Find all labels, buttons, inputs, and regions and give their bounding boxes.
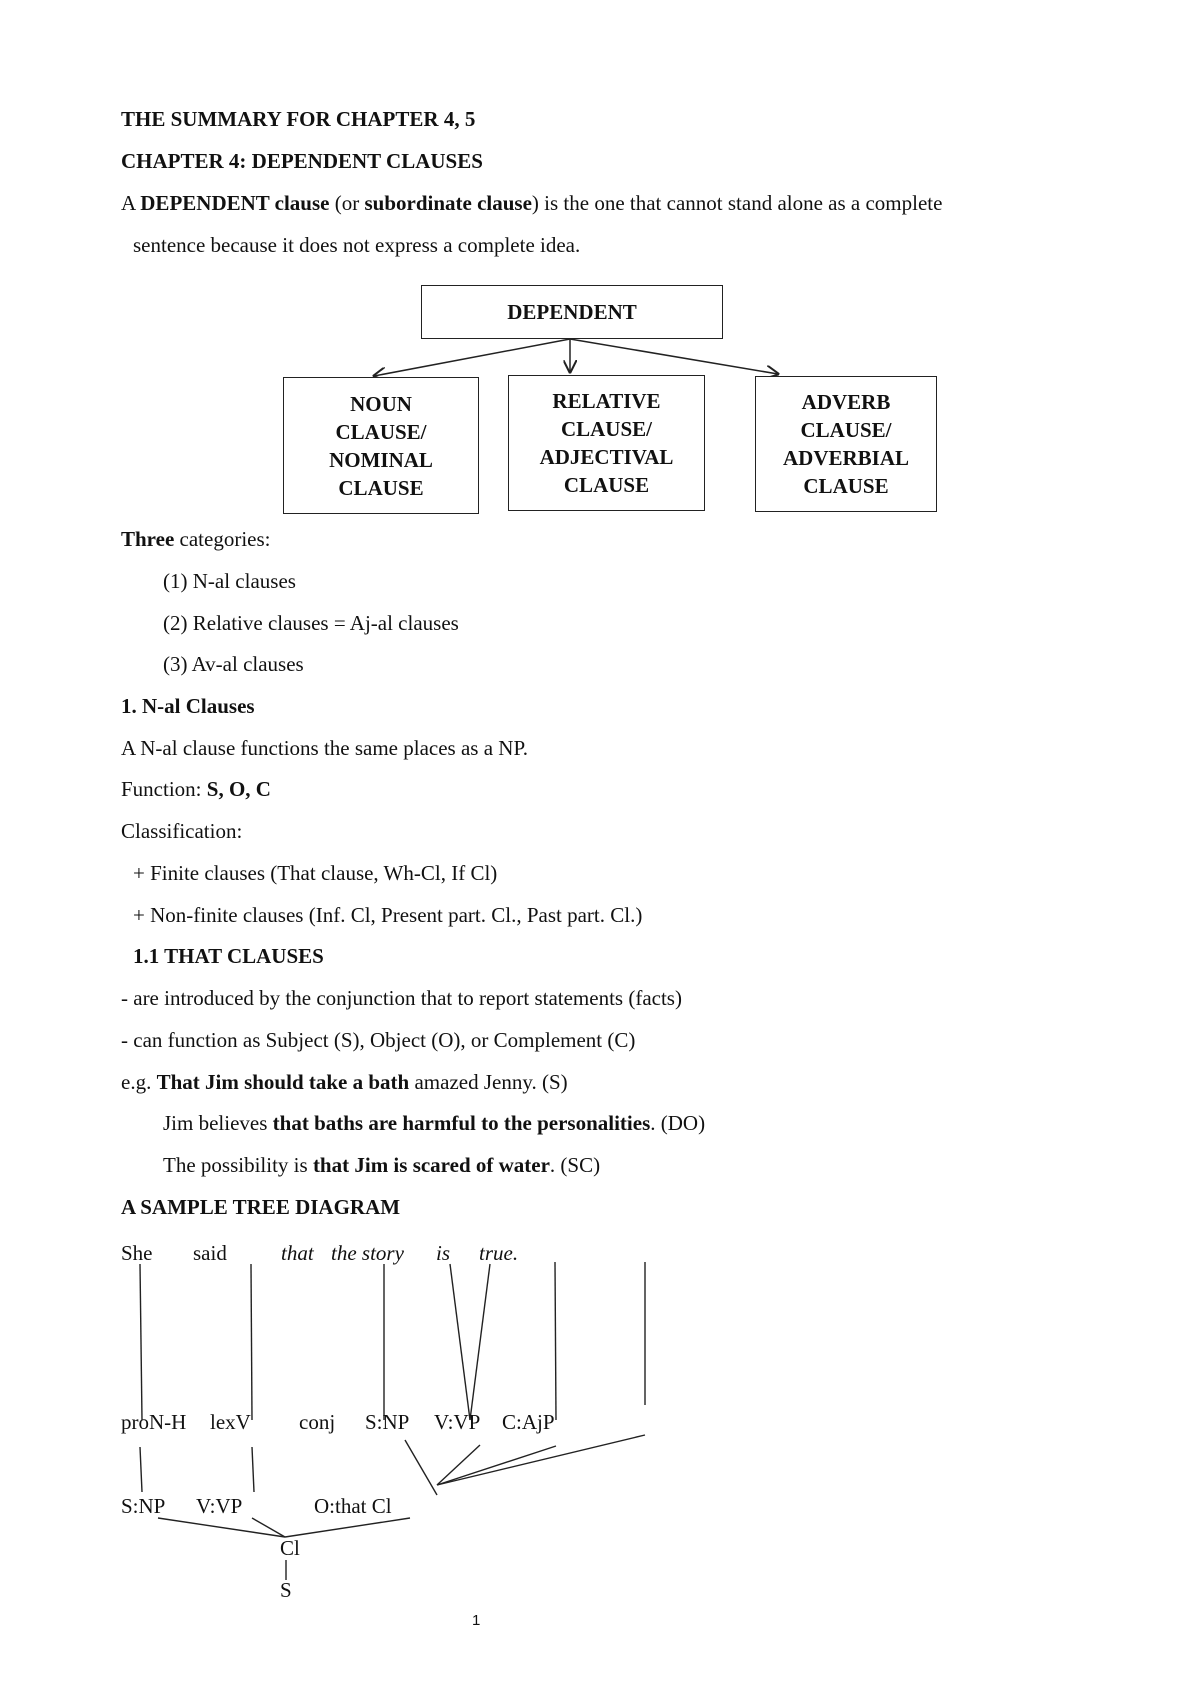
- tree-line: [405, 1440, 437, 1495]
- tree-word-said: said: [193, 1241, 227, 1265]
- example-text: Jim believes: [163, 1111, 273, 1135]
- tree-node-s: S: [280, 1578, 292, 1602]
- def-term-subordinate: subordinate clause: [364, 191, 532, 215]
- tree-word-is: is: [436, 1241, 451, 1265]
- category-item: (2) Relative clauses = Aj-al clauses: [163, 611, 459, 635]
- tree-line: [437, 1435, 645, 1485]
- example-bold: That Jim should take a bath: [156, 1070, 410, 1094]
- tree-word-she: She: [121, 1241, 153, 1265]
- tree-node-cl: Cl: [280, 1536, 300, 1560]
- tree-node-s-np-2: S:NP: [121, 1494, 166, 1518]
- tree-node-v-vp: V:VP: [434, 1410, 481, 1434]
- tree-line: [437, 1445, 480, 1485]
- tree-line: [450, 1264, 470, 1420]
- categories-intro-bold: Three: [121, 527, 175, 551]
- that-clauses-heading: 1.1 THAT CLAUSES: [133, 944, 324, 968]
- nal-heading: 1. N-al Clauses: [121, 694, 255, 718]
- nal-nonfinite: + Non-finite clauses (Inf. Cl, Present part. Cl., Past part. Cl.): [133, 903, 643, 927]
- tree-line: [470, 1264, 490, 1420]
- chapter-heading: CHAPTER 4: DEPENDENT CLAUSES: [121, 149, 483, 173]
- tree-line: [140, 1447, 142, 1492]
- tree-node-c-ajp: C:AjP: [502, 1410, 555, 1434]
- document-title: THE SUMMARY FOR CHAPTER 4, 5: [121, 107, 476, 131]
- example-bold: that baths are harmful to the personalities: [272, 1111, 651, 1135]
- example-text: The possibility is: [163, 1153, 313, 1177]
- example-text: . (SC): [549, 1153, 601, 1177]
- tree-word-that: that: [281, 1241, 314, 1265]
- tree-node-conj: conj: [299, 1410, 336, 1434]
- page-number: 1: [472, 1612, 481, 1629]
- tree-node-s-np: S:NP: [365, 1410, 410, 1434]
- example-text: amazed Jenny. (S): [409, 1070, 568, 1094]
- example-text: e.g.: [121, 1070, 157, 1094]
- tree-node-pron-h: proN-H: [121, 1410, 187, 1434]
- box-adverb-clause-label: ADVERB CLAUSE/ ADVERBIAL CLAUSE: [782, 390, 910, 498]
- def-text: ) is the one that cannot stand alone as a complete: [531, 191, 943, 215]
- example-bold: that Jim is scared of water: [312, 1153, 550, 1177]
- tree-line: [285, 1518, 410, 1537]
- tree-node-o-that-cl: O:that Cl: [314, 1494, 392, 1518]
- nal-finite: + Finite clauses (That clause, Wh-Cl, If Cl): [133, 861, 498, 885]
- tree-word-the-story: the story: [331, 1241, 404, 1265]
- tree-line: [251, 1264, 252, 1420]
- categories-intro-rest: categories:: [174, 527, 271, 551]
- tree-line: [437, 1446, 556, 1485]
- example-text: . (DO): [650, 1111, 706, 1135]
- definition-line-2: sentence because it does not express a complete idea.: [133, 233, 581, 257]
- def-text: A: [121, 191, 141, 215]
- box-relative-clause-label: RELATIVE CLAUSE/ ADJECTIVAL CLAUSE: [539, 389, 674, 497]
- tree-line: [158, 1518, 285, 1537]
- nal-function-value: S, O, C: [206, 777, 271, 801]
- that-bullet-1: - are introduced by the conjunction that to report statements (facts): [121, 986, 682, 1010]
- tree-node-lexv: lexV: [210, 1410, 251, 1434]
- tree-line: [140, 1264, 142, 1420]
- category-item: (3) Av-al clauses: [163, 652, 304, 676]
- box-dependent-label: DEPENDENT: [507, 300, 637, 324]
- box-noun-clause-label: NOUN CLAUSE/ NOMINAL CLAUSE: [329, 391, 433, 500]
- category-item: (1) N-al clauses: [163, 569, 296, 593]
- tree-word-true: true.: [479, 1241, 519, 1265]
- tree-heading: A SAMPLE TREE DIAGRAM: [121, 1195, 401, 1219]
- nal-description: A N-al clause functions the same places as a NP.: [121, 736, 529, 760]
- tree-node-v-vp-2: V:VP: [196, 1494, 243, 1518]
- def-text: (or: [329, 191, 365, 215]
- def-term-dependent: DEPENDENT clause: [140, 191, 330, 215]
- nal-function-label: Function:: [121, 777, 207, 801]
- tree-line: [252, 1447, 254, 1492]
- nal-classification: Classification:: [121, 819, 243, 843]
- that-bullet-2: - can function as Subject (S), Object (O), or Complement (C): [121, 1028, 636, 1052]
- tree-line: [555, 1262, 556, 1420]
